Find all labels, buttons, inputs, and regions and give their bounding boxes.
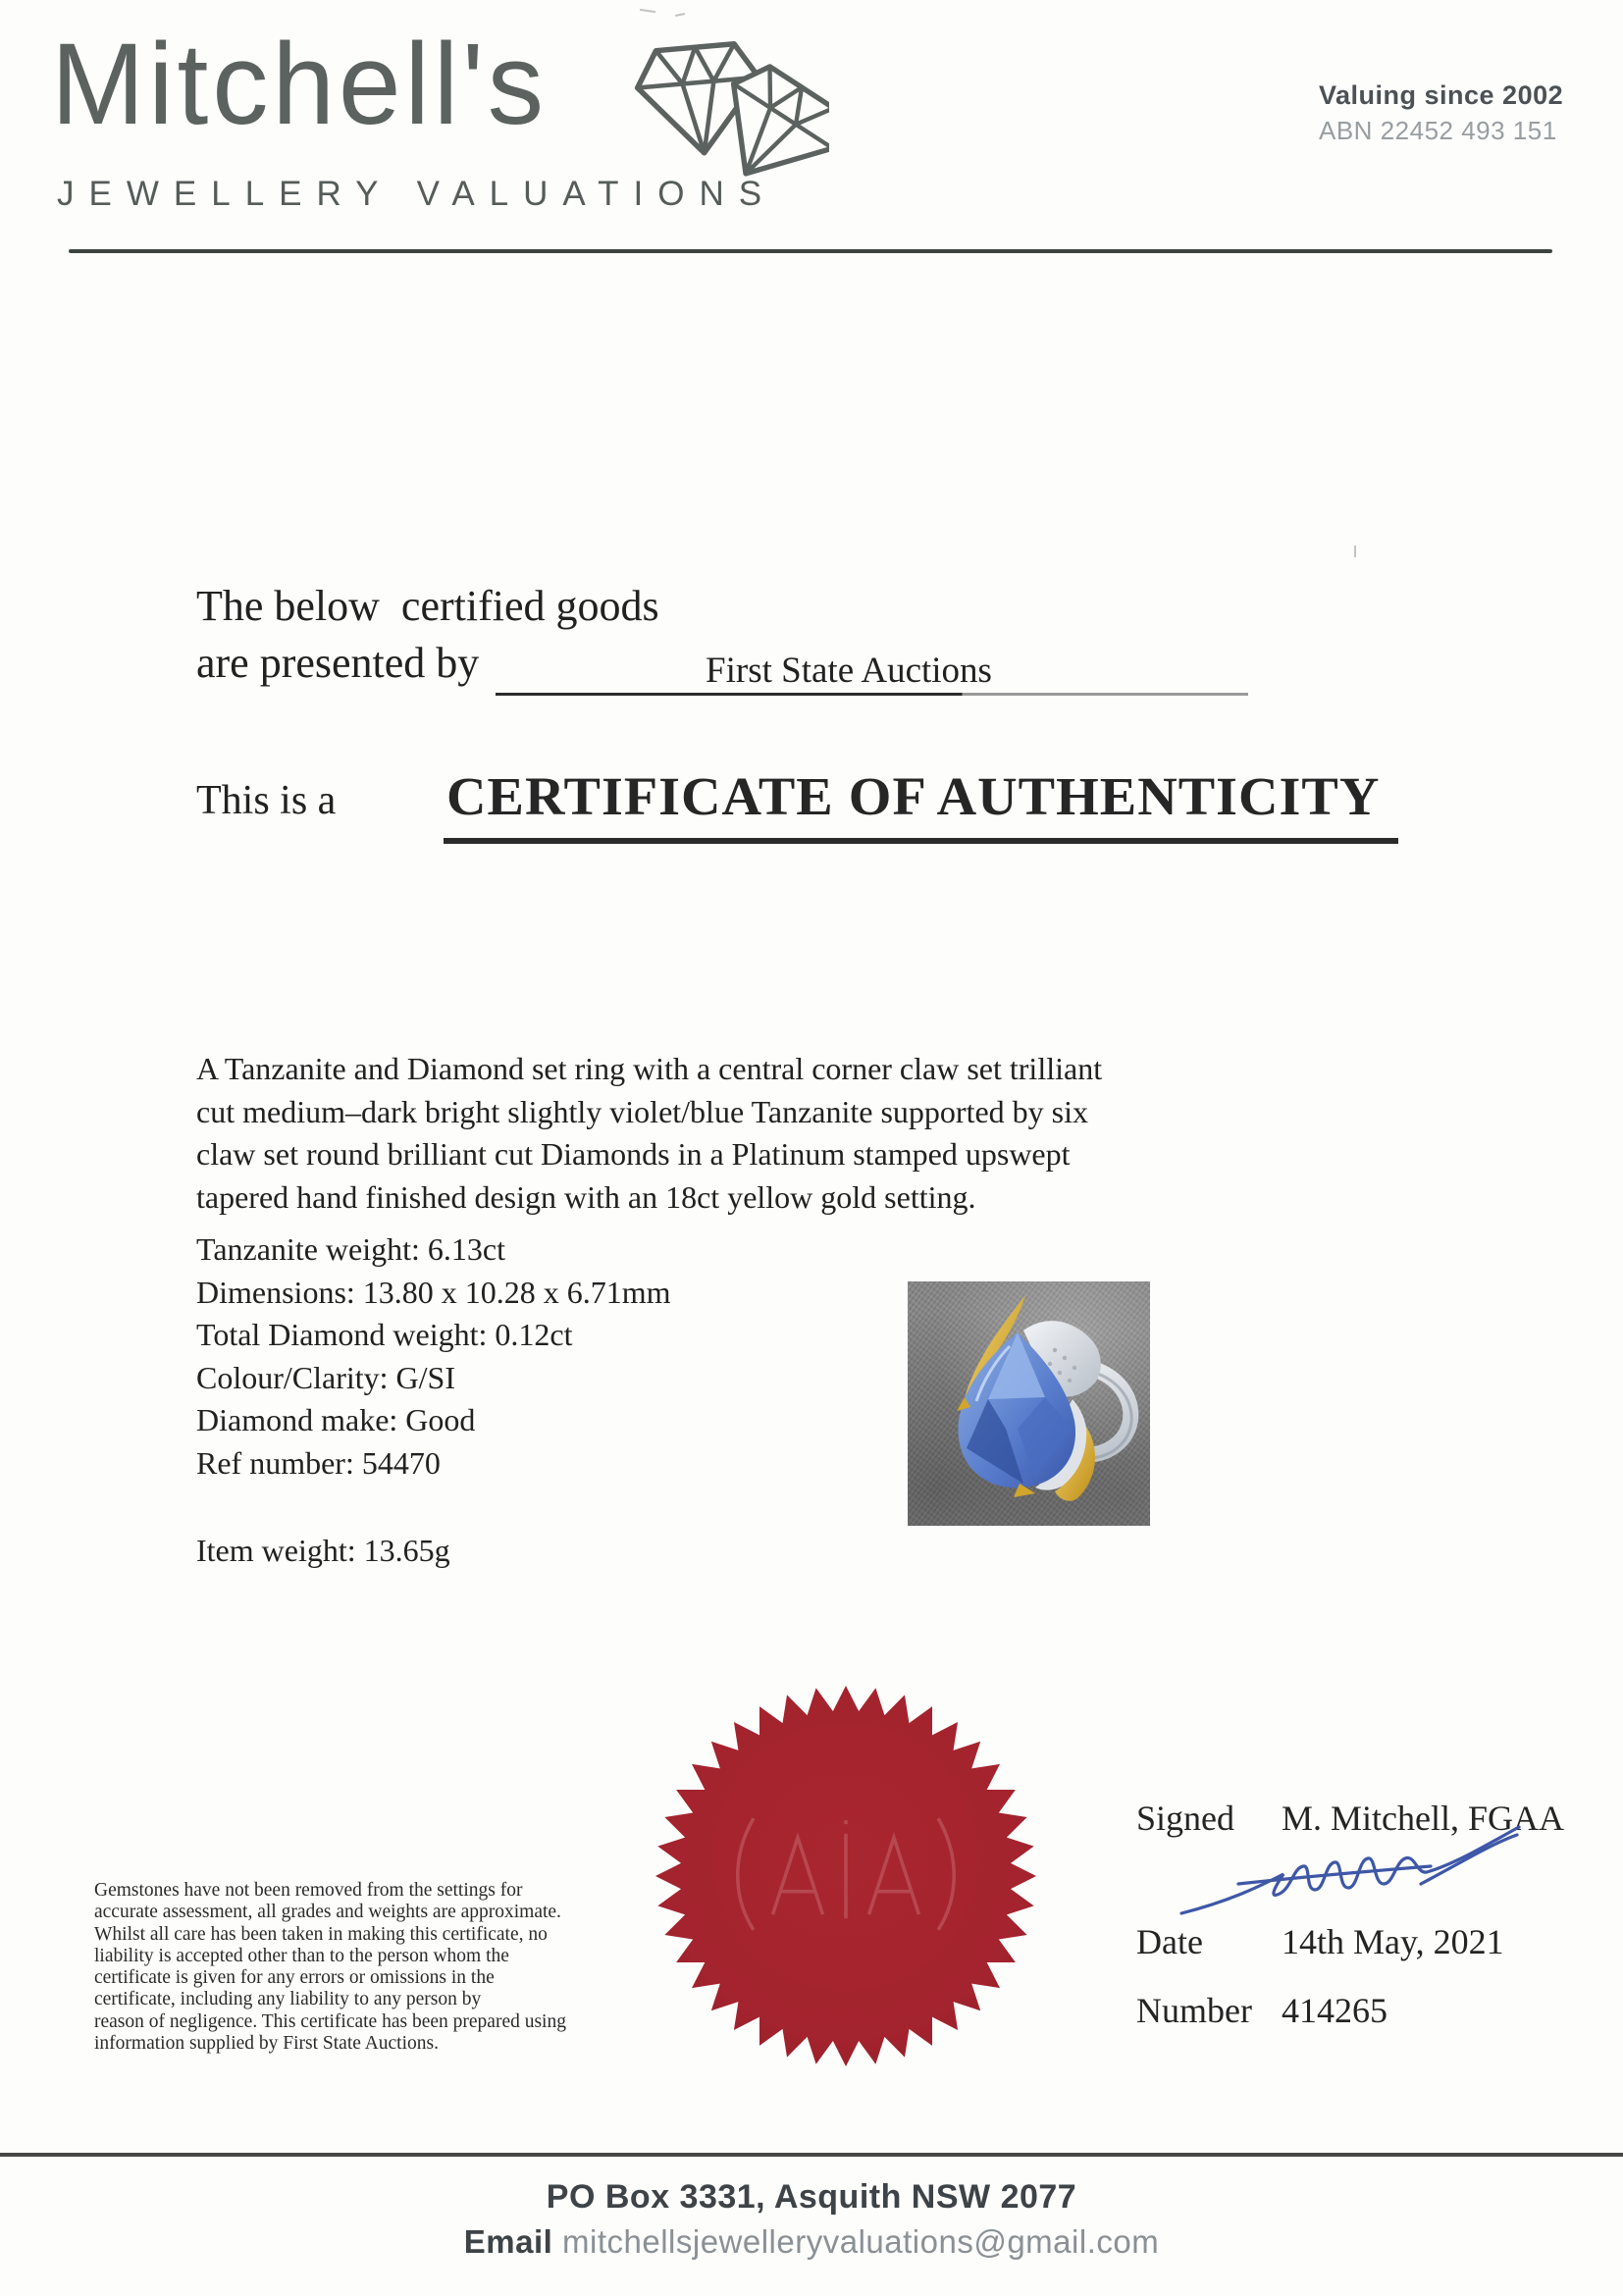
date-value: 14th May, 2021 [1282, 1922, 1504, 1961]
disclaimer-line: accurate assessment, all grades and weights are approximate. [94, 1902, 561, 1923]
disclaimer-line: liability is accepted other than to the person whom the [94, 1945, 509, 1966]
disclaimer-line: Gemstones have not been removed from the settings for [94, 1880, 523, 1901]
handwritten-signature [1174, 1823, 1546, 1921]
footer-email [0, 2223, 1623, 2261]
description-line: cut medium–dark bright slightly violet/blue Tanzanite supported by six [196, 1093, 1089, 1129]
spec-list [196, 1228, 671, 1485]
presented-by-value: First State Auctions [706, 651, 992, 691]
double-diamond-icon [633, 26, 829, 192]
spec-line: Dimensions: 13.80 x 10.28 x 6.71mm [196, 1274, 671, 1310]
certificate-title: CERTIFICATE OF AUTHENTICITY [446, 766, 1381, 826]
footer-email-value: mitchellsjewelleryvaluations@gmail.com [562, 2223, 1160, 2260]
ring-illustration [908, 1281, 1150, 1526]
disclaimer-line: reason of negligence. This certificate has been prepared using [94, 2010, 566, 2032]
certificate-title-underline [444, 838, 1398, 844]
intro-line1: The below certified goods [196, 582, 659, 630]
intro-line2: are presented by [196, 639, 480, 687]
header-divider [69, 249, 1552, 253]
disclaimer-text [94, 1880, 566, 2055]
scan-artifact [640, 9, 655, 13]
signed-label: Signed [1136, 1799, 1235, 1838]
disclaimer-line: Whilst all care has been taken in making this certificate, no [94, 1923, 548, 1945]
scan-artifact [675, 13, 685, 17]
spec-line: Colour/Clarity: G/SI [196, 1359, 455, 1395]
tagline: Valuing since 2002 [1319, 80, 1564, 110]
brand-subtitle: JEWELLERY VALUATIONS [57, 175, 777, 213]
disclaimer-line: certificate, including any liability to any person by [94, 1989, 482, 2010]
disclaimer-line: certificate is given for any errors or omissions in the [94, 1967, 495, 1989]
presented-by-underline [496, 693, 1248, 696]
brand-name: Mitchell's [51, 20, 548, 149]
footer-email-label: Email [463, 2223, 553, 2260]
item-weight: Item weight: 13.65g [196, 1533, 450, 1568]
spec-line: Total Diamond weight: 0.12ct [196, 1317, 573, 1352]
spec-line: Diamond make: Good [196, 1402, 476, 1437]
signed-value: M. Mitchell, FGAA [1282, 1799, 1564, 1838]
description-line: tapered hand finished design with an 18ct yellow gold setting. [196, 1178, 976, 1215]
number-value: 414265 [1282, 1991, 1387, 2030]
description-line: claw set round brilliant cut Diamonds in a Platinum stamped upswept [196, 1136, 1071, 1172]
title-prefix: This is a [196, 778, 337, 823]
ring-photo [908, 1281, 1150, 1526]
abn-number: ABN 22452 493 151 [1319, 116, 1557, 145]
scan-artifact [1354, 546, 1356, 557]
item-description [196, 1048, 1102, 1219]
footer-address: PO Box 3331, Asquith NSW 2077 [546, 2178, 1077, 2216]
description-line: A Tanzanite and Diamond set ring with a central corner claw set trilliant [196, 1051, 1103, 1086]
spec-line: Tanzanite weight: 6.13ct [196, 1231, 505, 1267]
date-label: Date [1136, 1922, 1203, 1961]
red-embossed-seal [654, 1684, 1038, 2068]
number-label: Number [1136, 1991, 1252, 2030]
spec-line: Ref number: 54470 [196, 1444, 441, 1481]
footer-divider [0, 2153, 1623, 2157]
disclaimer-line: information supplied by First State Auctions. [94, 2033, 439, 2055]
